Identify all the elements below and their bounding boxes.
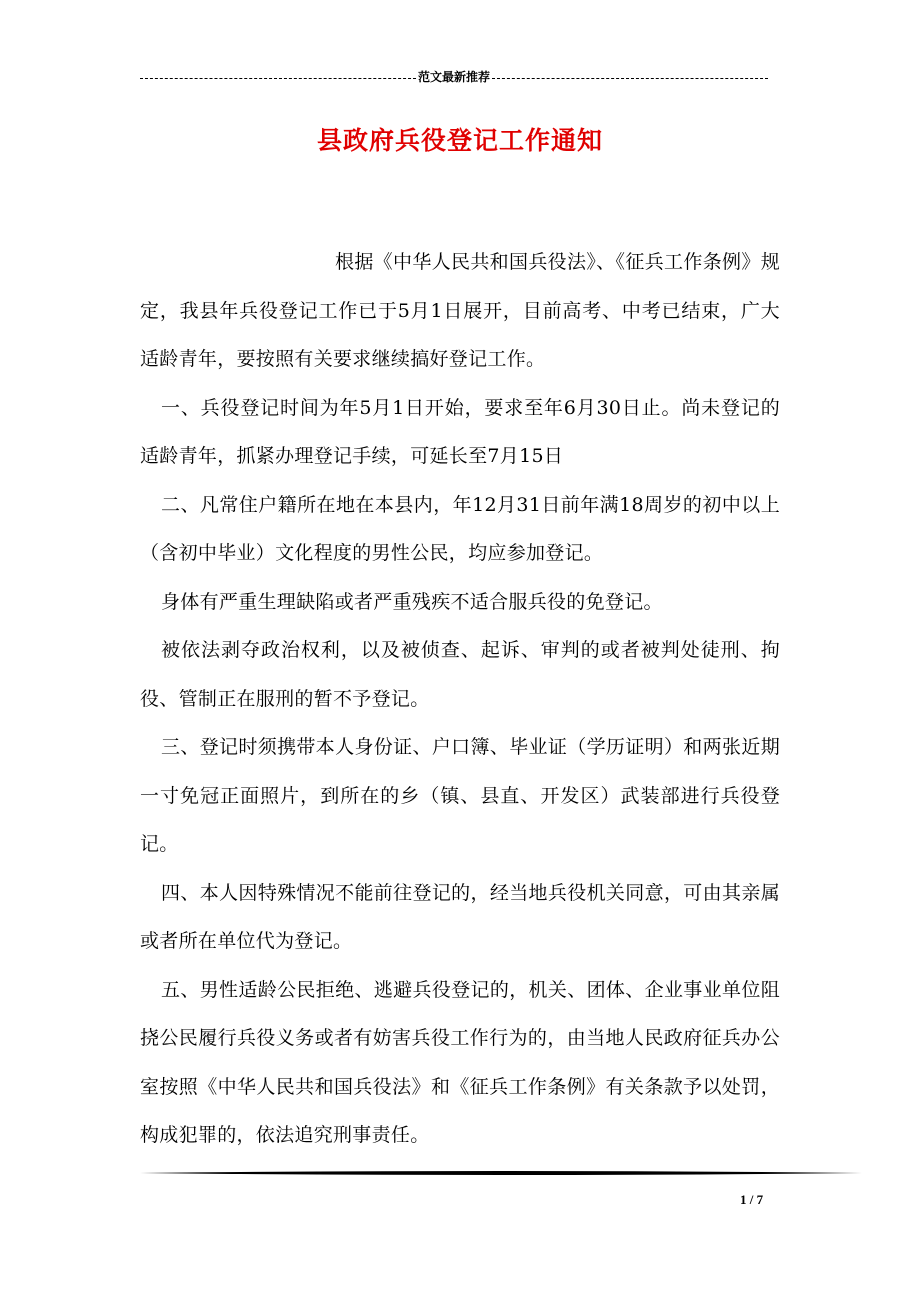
header-text: 范文最新推荐: [418, 70, 491, 84]
paragraph-deferral: 被依法剥夺政治权利，以及被侦查、起诉、审判的或者被判处徒刑、拘役、管制正在服刑的暂不予登记。: [140, 639, 780, 710]
paragraph-intro: 根据《中华人民共和国兵役法》、《征兵工作条例》规定，我县年兵役登记工作已于5月1日展开，目前高考、中考已结束，广大适龄青年，要按照有关要求继续搞好登记工作。: [140, 251, 780, 370]
page-header: [140, 70, 768, 84]
paragraph-item-5: 五、男性适龄公民拒绝、逃避兵役登记的，机关、团体、企业事业单位阻挠公民履行兵役义务或者有妨害兵役工作行为的，由当地人民政府征兵办公室按照《中华人民共和国兵役法》和《征兵工作条例》有关条款予以处罚，构成犯罪的，依法追究刑事责任。: [140, 978, 780, 1146]
paragraph-item-4: 四、本人因特殊情况不能前往登记的，经当地兵役机关同意，可由其亲属或者所在单位代为登记。: [140, 881, 780, 952]
page-number: 1 / 7: [740, 1192, 764, 1207]
header-dash-right: [492, 78, 768, 79]
paragraph-item-3: 三、登记时须携带本人身份证、户口簿、毕业证（学历证明）和两张近期一寸免冠正面照片，到所在的乡（镇、县直、开发区）武装部进行兵役登记。: [140, 736, 780, 855]
document-title: 县政府兵役登记工作通知: [316, 126, 603, 155]
header-dash-left: [140, 78, 416, 79]
footer-divider: [140, 1170, 862, 1176]
paragraph-exemption: 身体有严重生理缺陷或者严重残疾不适合服兵役的免登记。: [161, 590, 663, 613]
document-body: [140, 238, 780, 1160]
paragraph-item-2: 二、凡常住户籍所在地在本县内，年12月31日前年满18周岁的初中以上（含初中毕业）文化程度的男性公民，均应参加登记。: [140, 493, 780, 564]
paragraph-item-1: 一、兵役登记时间为年5月1日开始，要求至年6月30日止。尚未登记的适龄青年，抓紧办理登记手续，可延长至7月15日: [140, 396, 780, 467]
